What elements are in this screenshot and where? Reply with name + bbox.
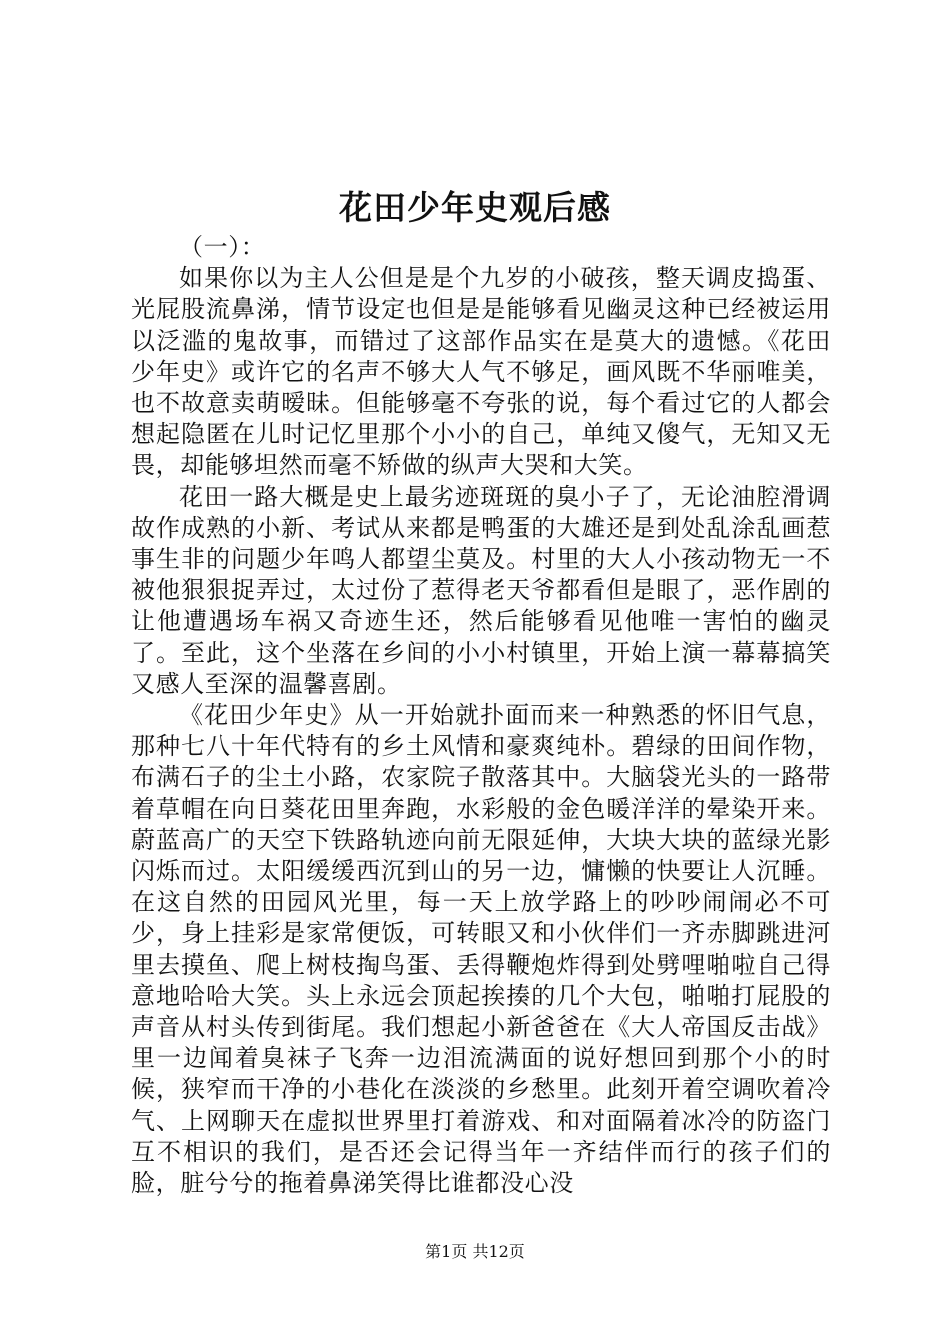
paragraph-2: 花田一路大概是史上最劣迹斑斑的臭小子了，无论油腔滑调故作成熟的小新、考试从来都是鸭蛋的大雄还是到处乱涂乱画惹事生非的问题少年鸣人都望尘莫及。村里的大人小孩动物无一不被他狠狠捉弄过，太过份了惹得老天爷都看但是眼了，恶作剧的让他遭遇场车祸又奇迹生还，然后能够看见他唯一害怕的幽灵了。至此，这个坐落在乡间的小小村镇里，开始上演一幕幕搞笑又感人至深的温馨喜剧。 (131, 482, 831, 698)
section-marker: （一）： (179, 233, 266, 261)
paragraph-3: 《花田少年史》从一开始就扑面而来一种熟悉的怀旧气息，那种七八十年代特有的乡土风情和豪爽纯朴。碧绿的田间作物，布满石子的尘土小路，农家院子散落其中。大脑袋光头的一路带着草帽在向日葵花田里奔跑，水彩般的金色暖洋洋的晕染开来。蔚蓝高广的天空下铁路轨迹向前无限延伸，大块大块的蓝绿光影闪烁而过。太阳缓缓西沉到山的另一边，慵懒的快要让人沉睡。在这自然的田园风光里，每一天上放学路上的吵吵闹闹必不可少，身上挂彩是家常便饭，可转眼又和小伙伴们一齐赤脚跳进河里去摸鱼、爬上树枝掏鸟蛋、丢得鞭炮炸得到处劈哩啪啦自己得意地哈哈大笑。头上永远会顶起挨揍的几个大包，啪啪打屁股的声音从村头传到街尾。我们想起小新爸爸在《大人帝国反击战》里一边闻着臭袜子飞奔一边泪流满面的说好想回到那个小的时候，狭窄而干净的小巷化在淡淡的乡愁里。此刻开着空调吹着冷气、上网聊天在虚拟世界里打着游戏、和对面隔着冰冷的防盗门互不相识的我们，是否还会记得当年一齐结伴而行的孩子们的脸，脏兮兮的拖着鼻涕笑得比谁都没心没 (131, 701, 831, 1198)
document-body (131, 232, 831, 1199)
document-title: 花田少年史观后感 (339, 188, 611, 227)
page-number-footer: 第1页 共12页 (425, 1242, 525, 1261)
paragraph-1: 如果你以为主人公但是是个九岁的小破孩，整天调皮捣蛋、光屁股流鼻涕，情节设定也但是是能够看见幽灵这种已经被运用以泛滥的鬼故事，而错过了这部作品实在是莫大的遗憾。《花田少年史》或许它的名声不够大人气不够足，画风既不华丽唯美，也不故意卖萌暧昧。但能够毫不夸张的说，每个看过它的人都会想起隐匿在儿时记忆里那个小小的自己，单纯又傻气，无知又无畏，却能够坦然而毫不矫做的纵声大哭和大笑。 (131, 264, 831, 480)
